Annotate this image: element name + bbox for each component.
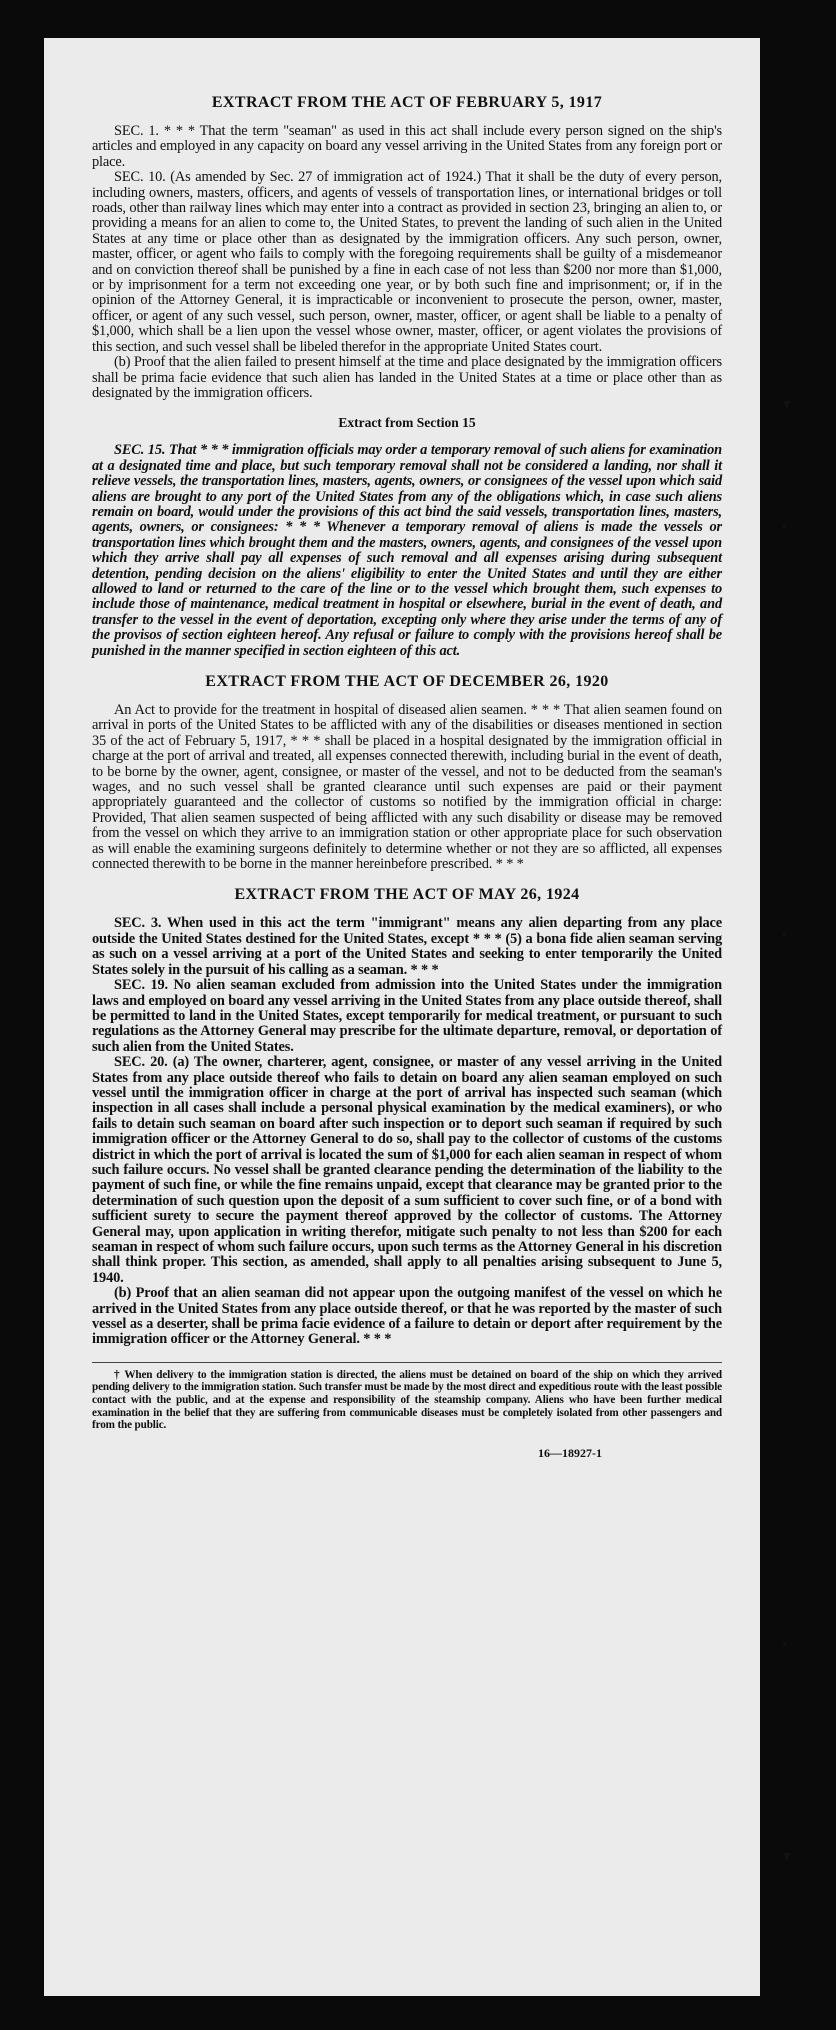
margin-dot: ● xyxy=(782,522,787,531)
paragraph-sec-20-b: (b) Proof that an alien seaman did not appear upon the outgoing manifest of the vessel on which he arrived in the United States from any place outside thereof, or that he was reported by the master of such vessel as a deserter, shall be prima facie evidence of a failure to detain or deport after requirement by the immigration officer or the Attorney General. * * * xyxy=(92,1285,722,1348)
paragraph-sec-1: SEC. 1. * * * That the term "seaman" as used in this act shall include every person signed on the ship's articles and employed in any capacity on board any vessel arriving in the United States from any foreign port or place. xyxy=(92,123,722,170)
margin-dot: ● xyxy=(782,930,787,939)
paragraph-sec-20-a: SEC. 20. (a) The owner, charterer, agent, consignee, or master of any vessel arriving in the United States from any place outside thereof who fails to detain on board any alien seaman employed on such vessel until the immigration officer in charge at the port of arrival has inspected such seaman (which inspection in all cases shall include a personal physical examination by the medical examiners), or who fails to detain such seaman on board after such inspection or to deport such seaman if required by such immigration officer or the Attorney General to do so, shall pay to the collector of customs of the customs district in which the port of arrival is located the sum of $1,000 for each alien seaman in respect of whom such failure occurs. No vessel shall be granted clearance pending the determination of the liability to the payment of such fine, or while the fine remains unpaid, except that clearance may be granted prior to the determination of such question upon the deposit of a sum sufficient to cover such fine, or of a bond with sufficient surety to secure the payment thereof approved by the collector of customs. The Attorney General may, upon application in writing therefor, mitigate such penalty to not less than $200 for each seaman in respect of whom such failure occurs, upon such terms as the Attorney General in his discretion shall think proper. This section, as amended, shall apply to all penalties arising subsequent to June 5, 1940. xyxy=(92,1054,722,1286)
paragraph-sec-3: SEC. 3. When used in this act the term "immigrant" means any alien departing from any place outside the United States destined for the United States, except * * * (5) a bona fide alien seaman serving as such on a vessel arriving at a port of the United States and seeking to enter temporarily the United States solely in the pursuit of his calling as a seaman. * * * xyxy=(92,915,722,978)
margin-dot: ● xyxy=(782,1640,787,1649)
paragraph-sec-15: SEC. 15. That * * * immigration officials may order a temporary removal of such aliens for examination at a designated time and place, but such temporary removal shall not be considered a landing, nor shall it relieve vessels, the transportation lines, masters, agents, owners, or consignees of the vessel upon which said aliens are brought to any port of the United States from any of the obligations which, in case such aliens remain on board, would under the provisions of this act bind the said vessels, transportation lines, masters, agents, owners, or consignees: * * * Whenever a temporary removal of aliens is made the vessels or transportation lines which brought them and the masters, owners, agents, and consignees of the vessel upon which they arrive shall pay all expenses of such removal and all expenses arising during subsequent detention, pending decision on the aliens' eligibility to enter the United States and until they are either allowed to land or returned to the care of the line or to the vessel which brought them, such expenses to include those of maintenance, medical treatment in hospital or elsewhere, burial in the event of death, and transfer to the vessel in the event of deportation, excepting only where they arise under the terms of any of the provisos of section eighteen hereof. Any refusal or failure to comply with the provisions hereof shall be punished in the manner specified in section eighteen of this act. xyxy=(92,442,722,659)
paragraph-sec-19: SEC. 19. No alien seaman excluded from admission into the United States under the immigration laws and employed on board any vessel arriving in the United States from any place outside thereof, shall be permitted to land in the United States, except temporarily for medical treatment, or pursuant to such regulations as the Attorney General may prescribe for the ultimate departure, removal, or deportation of such alien from the United States. xyxy=(92,977,722,1055)
paragraph-act-1920: An Act to provide for the treatment in hospital of diseased alien seamen. * * * That alien seamen found on arrival in ports of the United States to be afflicted with any of the disabilities or diseases mentioned in section 35 of the act of February 5, 1917, * * * shall be placed in a hospital designated by the immigration official in charge at the port of arrival and treated, all expenses connected therewith, including burial in the event of death, to be borne by the owner, agent, consignee, or master of the vessel, and not to be deducted from the seaman's wages, and no such vessel shall be granted clearance until such expenses are paid or their payment appropriately guaranteed and the collector of customs so notified by the immigration official in charge: Provided, That alien seamen suspected of being afflicted with any such disability or disease may be removed from the vessel on which they arrive to an immigration station or other appropriate place for such observation as will enable the examining surgeons definitely to determine whether or not they are so afflicted, all expenses connected therewith to be borne in the manner hereinbefore prescribed. * * * xyxy=(92,702,722,873)
document-page xyxy=(44,38,760,1996)
footnote-block xyxy=(92,1362,722,1432)
section-title-1920: EXTRACT FROM THE ACT OF DECEMBER 26, 1920 xyxy=(205,673,609,690)
section-title-1924: EXTRACT FROM THE ACT OF MAY 26, 1924 xyxy=(234,886,580,904)
paragraph-sec-10-b: (b) Proof that the alien failed to present himself at the time and place designated by the immigration officers shall be prima facie evidence that such alien has landed in the United States at a time or place other than as designated by the immigration officers. xyxy=(92,354,722,401)
paragraph-sec-10: SEC. 10. (As amended by Sec. 27 of immigration act of 1924.) That it shall be the duty of every person, including owners, masters, officers, and agents of vessels of transportation lines, or international bridges or toll roads, other than railway lines which may enter into a contract as provided in section 23, bringing an alien to, or providing a means for an alien to come to, the United States, to prevent the landing of such alien in the United States at any time or place other than as designated by the immigration officers. Any such person, owner, master, officer, or agent who fails to comply with the foregoing requirements shall be guilty of a misdemeanor and on conviction thereof shall be punished by a fine in each case of not less than $200 nor more than $1,000, or by imprisonment for a term not exceeding one year, or by both such fine and imprisonment; or, if in the opinion of the Attorney General, it is impracticable or inconvenient to prosecute the person, owner, master, officer, or agent of any such vessel, such person, owner, master, officer, or agent shall be liable to a penalty of $1,000, which shall be a lien upon the vessel whose owner, master, officer, or agent violates the provisions of this section, and such vessel shall be libeled therefor in the appropriate United States court. xyxy=(92,169,722,355)
margin-mark: ▼ xyxy=(780,398,794,413)
section-1924-body xyxy=(92,916,722,1347)
document-number: 16—18927-1 xyxy=(538,1445,602,1460)
section-title-sec-15: Extract from Section 15 xyxy=(338,415,476,431)
section-1917-body xyxy=(92,124,722,401)
section-title-1917: EXTRACT FROM THE ACT OF FEBRUARY 5, 1917 xyxy=(211,94,603,111)
footnote: † When delivery to the immigration station is directed, the aliens must be detained on board of the ship on which they arrived pending delivery to the immigration station. Such transfer must be made by the most direct and expeditious route with the least possible contact with the public, and at the expense and responsibility of the steamship company. Aliens who have been further medical examination in the belief that they are suffering from communicable diseases must be completely isolated from other passengers and from the public. xyxy=(92,1368,722,1432)
margin-mark: ▼ xyxy=(780,1850,794,1865)
